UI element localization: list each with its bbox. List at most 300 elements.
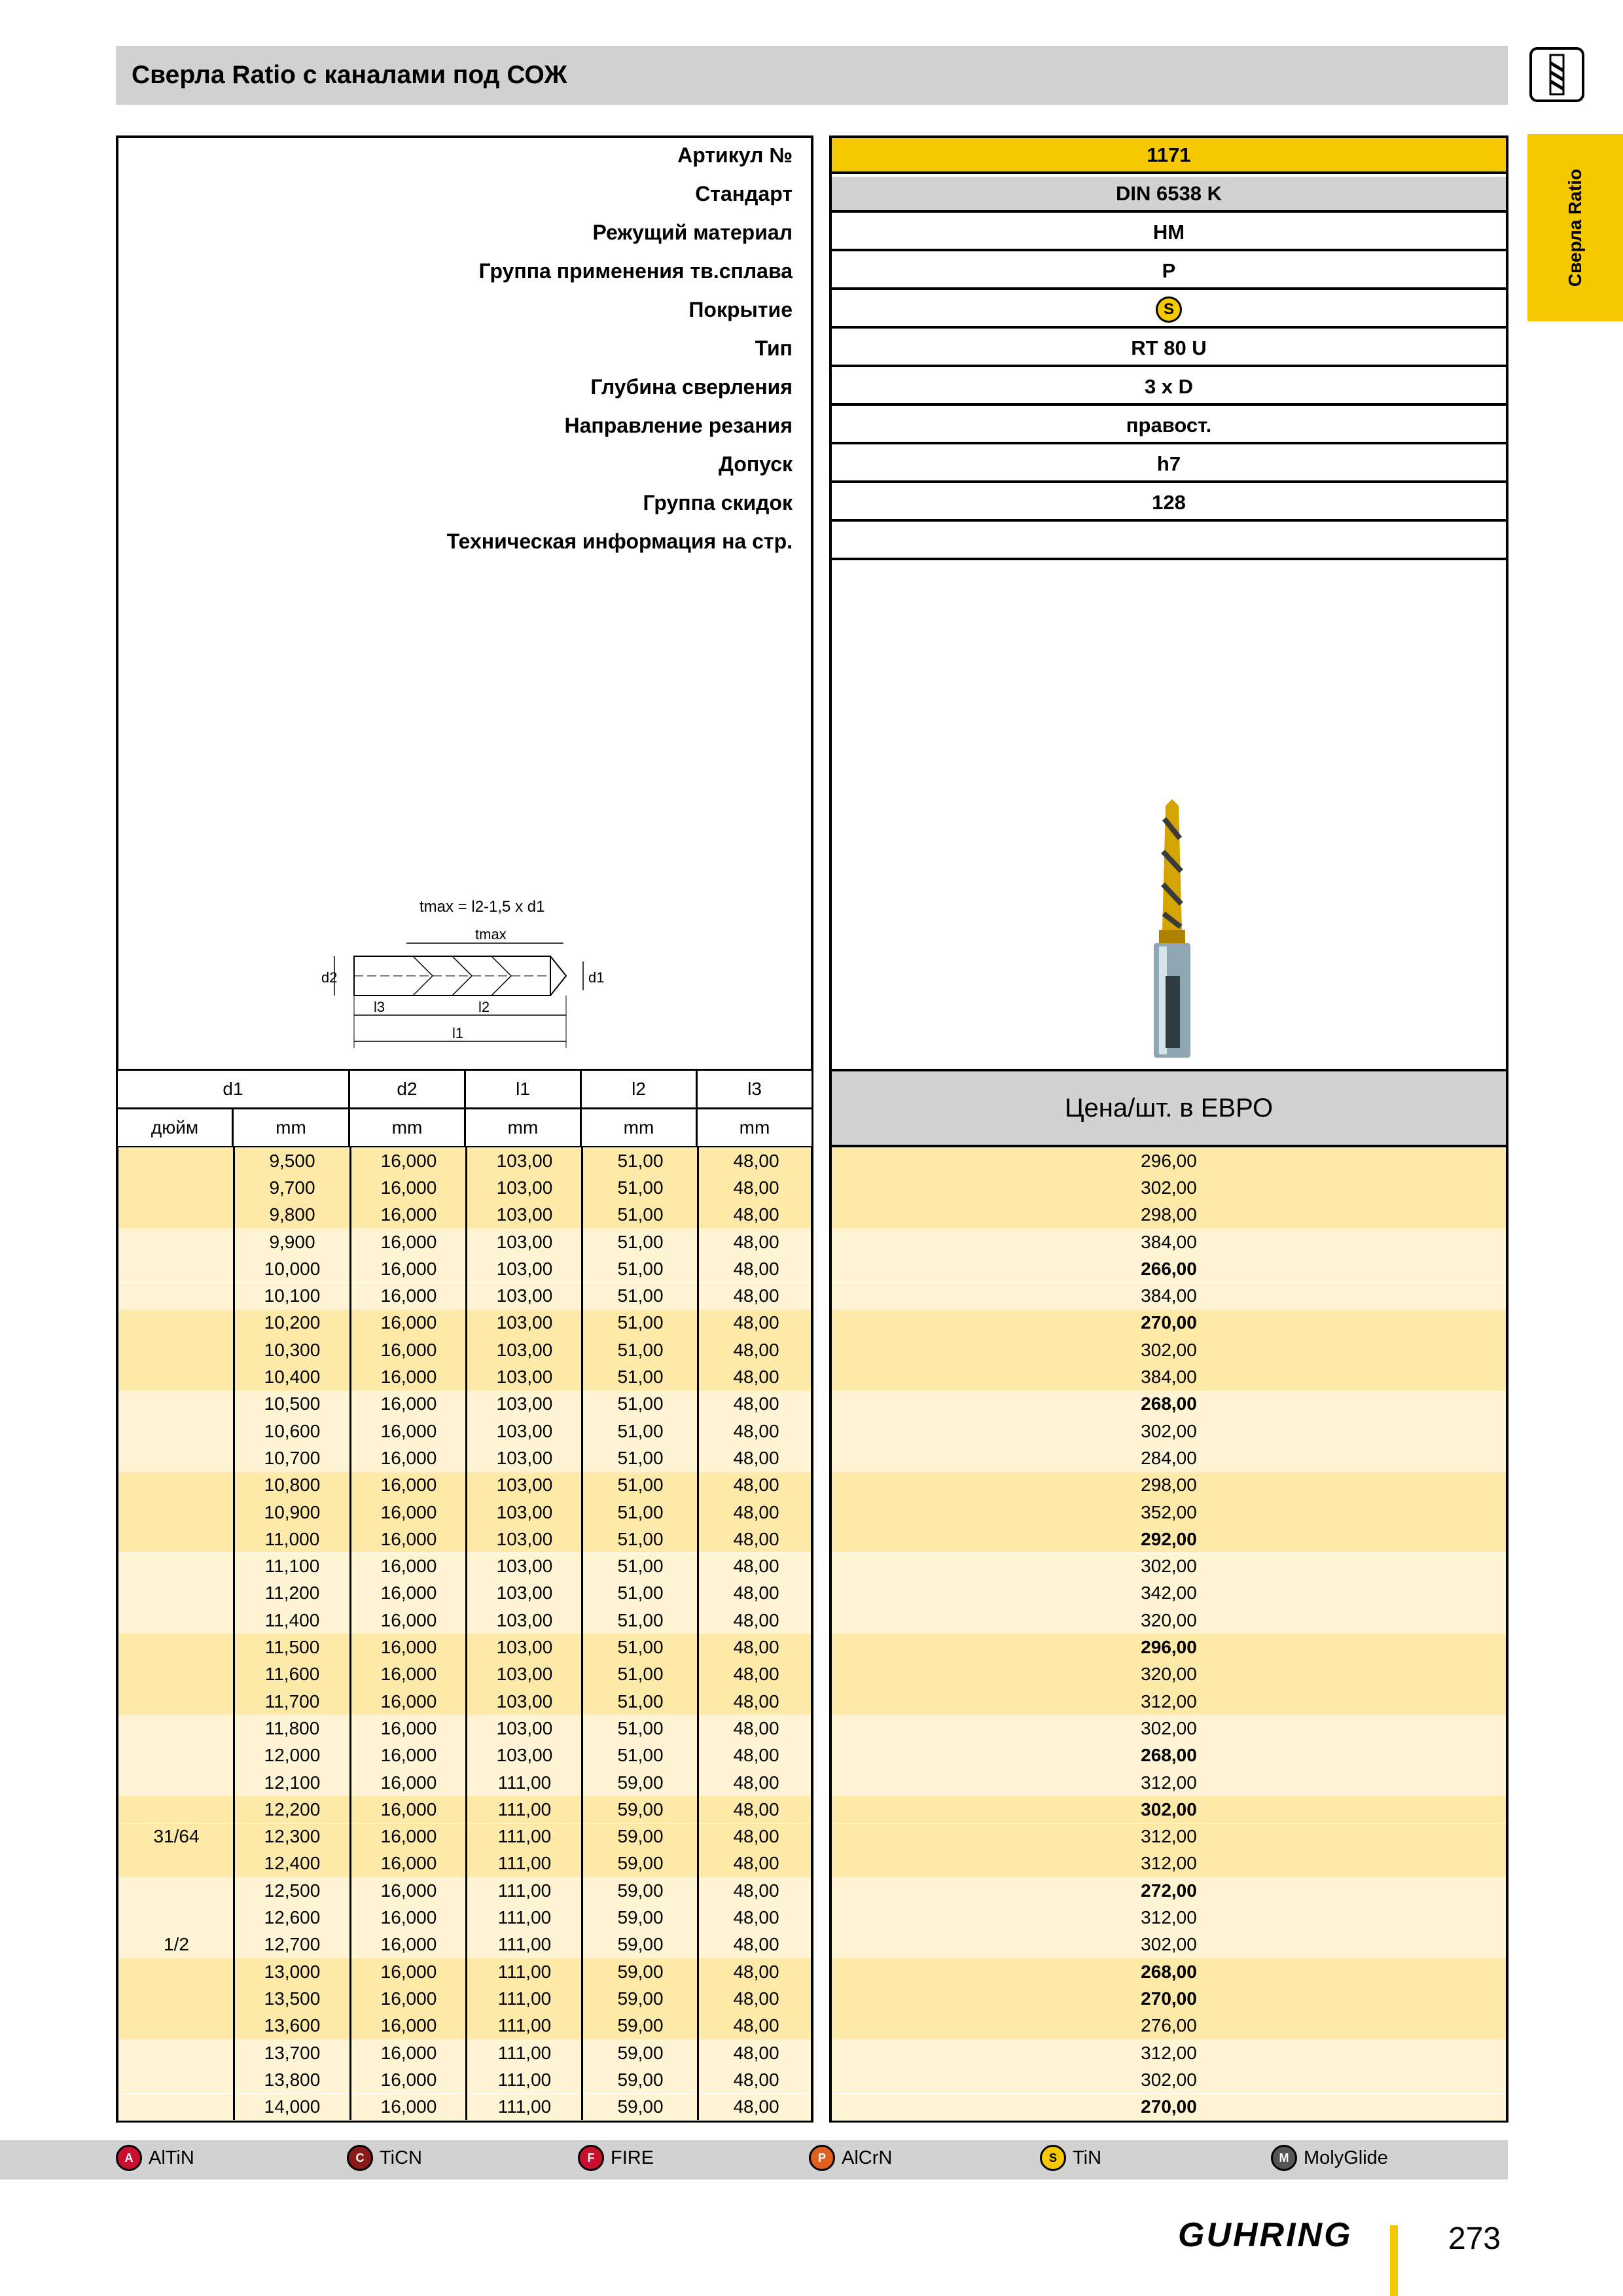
cell-d1: 12,500 [264, 1880, 321, 1901]
cell-d2: 16,000 [380, 1934, 437, 1955]
cell-d1: 10,600 [264, 1420, 321, 1441]
cell-l2: 59,00 [617, 1907, 664, 1928]
cell-d1: 11,200 [264, 1583, 320, 1604]
cell-l3: 48,00 [733, 1312, 779, 1333]
cell-l2: 51,00 [617, 1393, 664, 1414]
legend-label: FIRE [611, 2147, 654, 2168]
cell-d2: 16,000 [380, 1853, 437, 1874]
l2-label: l2 [478, 999, 490, 1015]
table-row [118, 1580, 811, 1607]
cell-d2: 16,000 [380, 1717, 437, 1738]
table-row [118, 1472, 811, 1499]
cell-d1: 9,500 [269, 1150, 315, 1171]
cell-l3: 48,00 [733, 1420, 779, 1441]
cell-l1: 103,00 [496, 1717, 553, 1738]
legend-label: AlTiN [149, 2147, 194, 2168]
cell-d2: 16,000 [380, 1393, 437, 1414]
cell-l1: 111,00 [497, 2069, 552, 2090]
cell-l2: 51,00 [617, 1367, 664, 1388]
legend-item [578, 2145, 654, 2171]
cell-l2: 59,00 [617, 2069, 664, 2090]
cell-d1: 10,000 [264, 1258, 321, 1279]
table-row [118, 1391, 811, 1418]
col-header-d1: d1 [116, 1069, 350, 1109]
price-row [832, 1336, 1506, 1363]
cell-d1: 12,000 [264, 1745, 321, 1766]
cell-l3: 48,00 [733, 1475, 779, 1496]
cell-l1: 111,00 [497, 1772, 552, 1793]
section-side-tab[interactable] [1527, 134, 1623, 321]
cell-l3: 48,00 [733, 1880, 779, 1901]
spec-label: Допуск [719, 452, 793, 476]
cell-price: 312,00 [1141, 1772, 1197, 1793]
direction-value: правост. [832, 408, 1506, 444]
cell-l2: 59,00 [617, 2096, 664, 2117]
cell-l3: 48,00 [733, 1447, 779, 1468]
cell-price: 270,00 [1141, 2096, 1197, 2117]
discount-group-value: 128 [832, 486, 1506, 522]
unit-header: mm [232, 1107, 350, 1148]
table-row [118, 1444, 811, 1471]
table-row [118, 1607, 811, 1634]
cell-d2: 16,000 [380, 1772, 437, 1793]
cell-l3: 48,00 [733, 1853, 779, 1874]
cell-l3: 48,00 [733, 2015, 779, 2036]
table-row [118, 1499, 811, 1526]
cell-d2: 16,000 [380, 2096, 437, 2117]
cell-price: 302,00 [1141, 1339, 1197, 1360]
fire-coating-icon: F [578, 2145, 604, 2171]
cell-l2: 51,00 [617, 1420, 664, 1441]
cell-price: 298,00 [1141, 1475, 1197, 1496]
table-row [118, 1715, 811, 1742]
cell-l3: 48,00 [733, 1231, 779, 1252]
cell-l2: 51,00 [617, 1583, 664, 1604]
cell-price: 302,00 [1141, 1420, 1197, 1441]
cell-d1: 11,700 [264, 1691, 320, 1712]
cell-l2: 51,00 [617, 1609, 664, 1630]
col-header-l1: l1 [464, 1069, 582, 1109]
tmax-label: tmax [475, 926, 507, 942]
cell-l2: 59,00 [617, 1934, 664, 1955]
cell-d1: 11,100 [264, 1556, 320, 1577]
cell-d1: 9,800 [269, 1204, 315, 1225]
cell-l2: 59,00 [617, 1988, 664, 2009]
cell-l1: 103,00 [496, 1501, 553, 1522]
price-row [832, 1202, 1506, 1229]
cell-l1: 111,00 [497, 1880, 552, 1901]
cell-d2: 16,000 [380, 1420, 437, 1441]
legend-item [809, 2145, 892, 2171]
cell-d1: 12,300 [264, 1826, 321, 1847]
cell-price: 312,00 [1141, 2042, 1197, 2063]
table-row [118, 1796, 811, 1823]
price-row [832, 2066, 1506, 2093]
cell-l2: 51,00 [617, 1637, 664, 1658]
tolerance-value: h7 [832, 447, 1506, 483]
price-row [832, 1553, 1506, 1580]
cell-l3: 48,00 [733, 2096, 779, 2117]
cell-d1: 10,400 [264, 1367, 321, 1388]
cell-d1: 12,100 [264, 1772, 321, 1793]
cell-d1: 11,400 [264, 1609, 320, 1630]
cell-l1: 103,00 [496, 1583, 553, 1604]
drill-category-icon [1529, 47, 1584, 102]
page-title-bar [116, 46, 1508, 105]
col-header-l3: l3 [696, 1069, 813, 1109]
cell-price: 302,00 [1141, 1934, 1197, 1955]
cell-price: 268,00 [1141, 1745, 1197, 1766]
cell-d2: 16,000 [380, 1285, 437, 1306]
cell-d1: 13,700 [264, 2042, 321, 2063]
table-row [118, 1634, 811, 1660]
cell-price: 284,00 [1141, 1447, 1197, 1468]
price-row [832, 1229, 1506, 1255]
table-row [118, 1553, 811, 1580]
price-row [832, 1255, 1506, 1282]
cell-price: 312,00 [1141, 1691, 1197, 1712]
table-row [118, 1283, 811, 1310]
cell-price: 302,00 [1141, 2069, 1197, 2090]
price-row [832, 1363, 1506, 1390]
cell-price: 384,00 [1141, 1285, 1197, 1306]
cell-l1: 103,00 [496, 1556, 553, 1577]
cell-l2: 59,00 [617, 1772, 664, 1793]
cell-d2: 16,000 [380, 1177, 437, 1198]
price-row [832, 1580, 1506, 1607]
table-row [118, 1202, 811, 1229]
cell-d2: 16,000 [380, 2042, 437, 2063]
cell-l3: 48,00 [733, 1258, 779, 1279]
cell-price: 268,00 [1141, 1393, 1197, 1414]
table-row [118, 1931, 811, 1958]
table-row [118, 1688, 811, 1715]
cell-price: 312,00 [1141, 1826, 1197, 1847]
cell-d2: 16,000 [380, 1826, 437, 1847]
page-number: 273 [1448, 2221, 1501, 2256]
cell-price: 302,00 [1141, 1799, 1197, 1820]
legend-label: AlCrN [842, 2147, 893, 2168]
cell-d2: 16,000 [380, 2015, 437, 2036]
brand-logo: GUHRING [1178, 2216, 1353, 2254]
altin-coating-icon: A [116, 2145, 142, 2171]
cell-price: 270,00 [1141, 1988, 1197, 2009]
material-value: HM [832, 215, 1506, 251]
cell-d1: 11,500 [264, 1637, 320, 1658]
cell-l1: 103,00 [496, 1177, 553, 1198]
cell-l2: 51,00 [617, 1150, 664, 1171]
coating-value [832, 293, 1506, 329]
cell-l3: 48,00 [733, 1501, 779, 1522]
type-value: RT 80 U [832, 331, 1506, 367]
cell-d2: 16,000 [380, 1745, 437, 1766]
cell-l1: 103,00 [496, 1745, 553, 1766]
cell-l3: 48,00 [733, 1177, 779, 1198]
cell-d1: 12,700 [264, 1934, 321, 1955]
cell-d2: 16,000 [380, 1583, 437, 1604]
price-row [832, 1823, 1506, 1850]
cell-l1: 103,00 [496, 1664, 553, 1685]
cell-l2: 51,00 [617, 1528, 664, 1549]
cell-price: 320,00 [1141, 1609, 1197, 1630]
d2-label: d2 [321, 969, 338, 986]
cell-d2: 16,000 [380, 1367, 437, 1388]
cell-price: 268,00 [1141, 1961, 1197, 1982]
table-row [118, 1904, 811, 1931]
cell-price: 384,00 [1141, 1231, 1197, 1252]
price-row [832, 2039, 1506, 2066]
cell-d2: 16,000 [380, 1447, 437, 1468]
cell-price: 298,00 [1141, 1204, 1197, 1225]
price-row [832, 2094, 1506, 2121]
cell-l2: 51,00 [617, 1258, 664, 1279]
cell-d2: 16,000 [380, 1258, 437, 1279]
price-row [832, 2013, 1506, 2039]
table-row [118, 1229, 811, 1255]
cell-price: 302,00 [1141, 1717, 1197, 1738]
spec-label: Группа скидок [643, 491, 793, 514]
spec-label: Глубина сверления [590, 375, 793, 399]
cell-d2: 16,000 [380, 1528, 437, 1549]
cell-l1: 111,00 [497, 1934, 552, 1955]
cell-l1: 103,00 [496, 1285, 553, 1306]
cell-l1: 103,00 [496, 1393, 553, 1414]
table-row [118, 1526, 811, 1552]
cell-l1: 111,00 [497, 1853, 552, 1874]
cell-l1: 111,00 [497, 1961, 552, 1982]
table-row [118, 1255, 811, 1282]
drill-dimension-diagram [315, 884, 629, 1067]
cell-l3: 48,00 [733, 1204, 779, 1225]
cell-d2: 16,000 [380, 1988, 437, 2009]
cell-l3: 48,00 [733, 1637, 779, 1658]
cell-l3: 48,00 [733, 1393, 779, 1414]
cell-d2: 16,000 [380, 1637, 437, 1658]
cell-l1: 103,00 [496, 1637, 553, 1658]
l1-label: l1 [452, 1025, 464, 1041]
unit-header: mm [580, 1107, 698, 1148]
cell-price: 302,00 [1141, 1177, 1197, 1198]
cell-d2: 16,000 [380, 1150, 437, 1171]
tin-coating-icon: S [1156, 296, 1182, 323]
cell-l3: 48,00 [733, 1367, 779, 1388]
price-row [832, 1796, 1506, 1823]
legend-item [1271, 2145, 1388, 2171]
drill-product-image [1139, 799, 1205, 1061]
cell-l2: 51,00 [617, 1501, 664, 1522]
cell-l2: 51,00 [617, 1285, 664, 1306]
cell-d2: 16,000 [380, 1339, 437, 1360]
brand-accent-bar [1390, 2225, 1398, 2296]
price-row [832, 1742, 1506, 1769]
cell-l1: 103,00 [496, 1258, 553, 1279]
cell-l2: 59,00 [617, 1853, 664, 1874]
legend-label: MolyGlide [1304, 2147, 1388, 2168]
col-header-d2: d2 [348, 1069, 466, 1109]
legend-item [116, 2145, 194, 2171]
cell-l1: 111,00 [497, 2015, 552, 2036]
cell-price: 342,00 [1141, 1583, 1197, 1604]
cell-l1: 111,00 [497, 1907, 552, 1928]
cell-price: 320,00 [1141, 1664, 1197, 1685]
cell-d1: 10,100 [264, 1285, 321, 1306]
cell-l3: 48,00 [733, 1988, 779, 2009]
column-divider [581, 1147, 583, 2120]
cell-price: 302,00 [1141, 1556, 1197, 1577]
table-row [118, 2013, 811, 2039]
cell-l2: 59,00 [617, 2042, 664, 2063]
table-row [118, 1769, 811, 1796]
table-row [118, 1174, 811, 1201]
table-row [118, 1310, 811, 1336]
price-row [832, 1634, 1506, 1660]
spec-label: Артикул № [677, 143, 793, 167]
cell-d1: 11,800 [264, 1717, 320, 1738]
cell-d1: 10,500 [264, 1393, 321, 1414]
cell-l2: 51,00 [617, 1691, 664, 1712]
cell-l2: 59,00 [617, 1880, 664, 1901]
cell-d1: 9,900 [269, 1231, 315, 1252]
tech-info-value [832, 524, 1506, 560]
tmax-formula: tmax = l2-1,5 x d1 [419, 898, 545, 916]
price-row [832, 1283, 1506, 1310]
cell-l1: 103,00 [496, 1312, 553, 1333]
carbide-group-value: P [832, 254, 1506, 290]
cell-l1: 111,00 [497, 1826, 552, 1847]
cell-l1: 103,00 [496, 1339, 553, 1360]
unit-header: дюйм [116, 1107, 234, 1148]
cell-l1: 103,00 [496, 1691, 553, 1712]
cell-l3: 48,00 [733, 1150, 779, 1171]
cell-price: 292,00 [1141, 1528, 1197, 1549]
cell-d1: 10,300 [264, 1339, 321, 1360]
cell-d2: 16,000 [380, 1501, 437, 1522]
cell-d1: 12,600 [264, 1907, 321, 1928]
cell-inch: 31/64 [153, 1826, 200, 1847]
cell-l2: 51,00 [617, 1447, 664, 1468]
unit-header: mm [464, 1107, 582, 1148]
cell-l3: 48,00 [733, 1339, 779, 1360]
unit-header: mm [696, 1107, 813, 1148]
alcrn-coating-icon: P [809, 2145, 835, 2171]
spec-label: Тип [755, 336, 793, 360]
cell-d1: 12,200 [264, 1799, 321, 1820]
price-row [832, 1526, 1506, 1552]
cell-l2: 59,00 [617, 1799, 664, 1820]
cell-d2: 16,000 [380, 1664, 437, 1685]
cell-l3: 48,00 [733, 1799, 779, 1820]
cell-d1: 14,000 [264, 2096, 321, 2117]
cell-d1: 12,400 [264, 1853, 321, 1874]
cell-l1: 103,00 [496, 1231, 553, 1252]
cell-d2: 16,000 [380, 1609, 437, 1630]
legend-item [1040, 2145, 1101, 2171]
cell-l2: 51,00 [617, 1717, 664, 1738]
cell-l1: 103,00 [496, 1367, 553, 1388]
cell-l2: 51,00 [617, 1664, 664, 1685]
price-row [832, 1877, 1506, 1904]
cell-d2: 16,000 [380, 1312, 437, 1333]
price-row [832, 1499, 1506, 1526]
cell-l1: 103,00 [496, 1609, 553, 1630]
price-row [832, 1958, 1506, 1985]
cell-l1: 111,00 [497, 2096, 552, 2117]
spec-label: Покрытие [688, 298, 793, 321]
cell-l1: 103,00 [496, 1204, 553, 1225]
cell-l2: 51,00 [617, 1204, 664, 1225]
price-row [832, 1661, 1506, 1688]
side-tab-label: Сверла Ratio [1565, 168, 1585, 287]
spec-label: Направление резания [564, 414, 793, 437]
price-row [832, 1904, 1506, 1931]
cell-d1: 13,000 [264, 1961, 321, 1982]
cell-l3: 48,00 [733, 1717, 779, 1738]
article-number: 1171 [832, 138, 1506, 174]
cell-price: 270,00 [1141, 1312, 1197, 1333]
legend-label: TiCN [380, 2147, 422, 2168]
price-row [832, 1310, 1506, 1336]
cell-d1: 9,700 [269, 1177, 315, 1198]
spec-labels-panel [116, 135, 813, 1073]
cell-l2: 59,00 [617, 1961, 664, 1982]
price-row [832, 1931, 1506, 1958]
cell-l1: 103,00 [496, 1475, 553, 1496]
cell-price: 312,00 [1141, 1853, 1197, 1874]
cell-l3: 48,00 [733, 1285, 779, 1306]
cell-d2: 16,000 [380, 1691, 437, 1712]
spec-label: Стандарт [695, 182, 793, 206]
price-row [832, 1444, 1506, 1471]
column-divider [697, 1147, 699, 2120]
table-row [118, 1742, 811, 1769]
cell-d2: 16,000 [380, 1880, 437, 1901]
cell-price: 266,00 [1141, 1258, 1197, 1279]
unit-header: mm [348, 1107, 466, 1148]
cell-l1: 103,00 [496, 1528, 553, 1549]
column-divider [465, 1147, 467, 2120]
price-row [832, 1174, 1506, 1201]
cell-d1: 13,800 [264, 2069, 321, 2090]
price-header: Цена/шт. в ЕВРО [829, 1069, 1508, 1147]
cell-price: 272,00 [1141, 1880, 1197, 1901]
price-row [832, 1850, 1506, 1877]
cell-l1: 111,00 [497, 2042, 552, 2063]
cell-d2: 16,000 [380, 1204, 437, 1225]
cell-l2: 51,00 [617, 1177, 664, 1198]
table-row [118, 1336, 811, 1363]
cell-d2: 16,000 [380, 2069, 437, 2090]
cell-l3: 48,00 [733, 1691, 779, 1712]
cell-d1: 10,200 [264, 1312, 321, 1333]
cell-l3: 48,00 [733, 1745, 779, 1766]
price-row [832, 1472, 1506, 1499]
legend-item [347, 2145, 422, 2171]
spec-label: Техническая информация на стр. [446, 529, 793, 553]
table-row [118, 1823, 811, 1850]
cell-l1: 111,00 [497, 1799, 552, 1820]
cell-l3: 48,00 [733, 1664, 779, 1685]
cell-l2: 59,00 [617, 1826, 664, 1847]
cell-inch: 1/2 [164, 1934, 189, 1955]
cell-d2: 16,000 [380, 1556, 437, 1577]
cell-price: 384,00 [1141, 1367, 1197, 1388]
cell-d1: 13,500 [264, 1988, 321, 2009]
price-row [832, 1391, 1506, 1418]
cell-l1: 111,00 [497, 1988, 552, 2009]
cell-l3: 48,00 [733, 1907, 779, 1928]
table-row [118, 1418, 811, 1444]
price-table [829, 1147, 1508, 2123]
